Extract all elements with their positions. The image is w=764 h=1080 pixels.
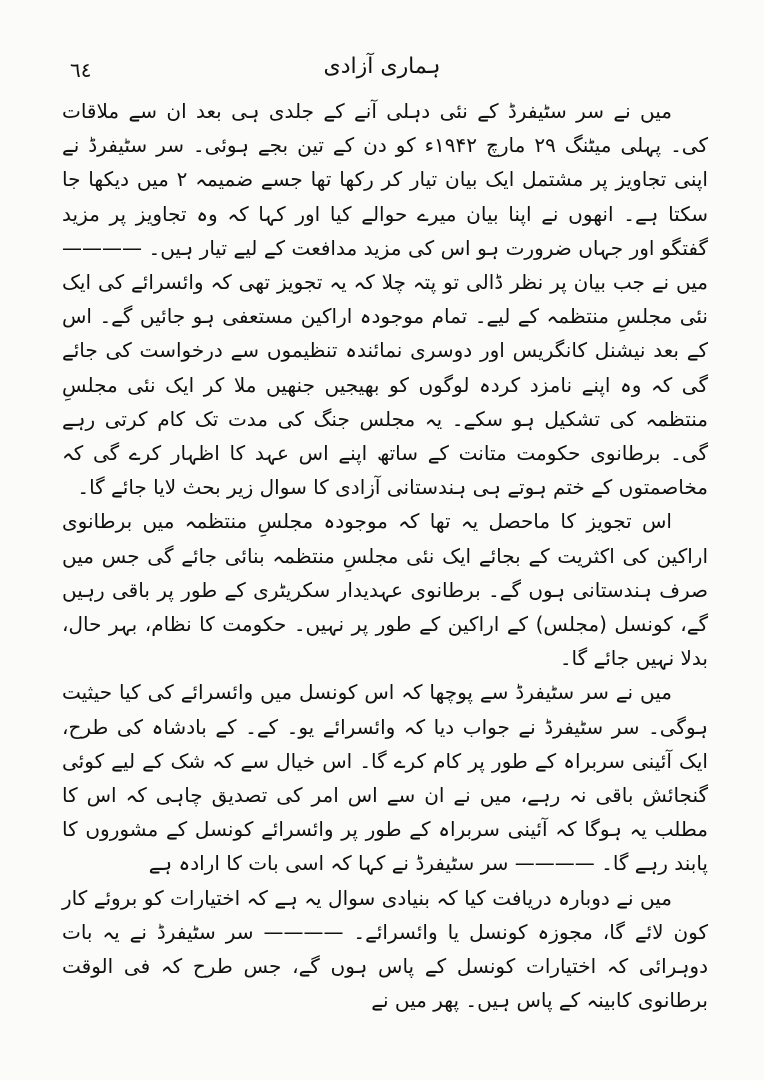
paragraph: میں نے سر سٹیفرڈ سے پوچھا کہ اس کونسل میں وائسرائے کی کیا حیثیت ہوگی۔ سر سٹیفرڈ نے جواب دیا کہ وائسرائے یو۔ کے۔ کے بادشاہ کی طرح، ایک آئینی سربراہ کے طور پر کام کرے گا۔ اس خیال سے کہ شک کے لیے کوئی گنجائش باقی نہ رہے، میں نے ان سے اس امر کی تصدیق چاہی کہ اس کا مطلب یہ ہوگا کہ آئینی سربراہ کے طور پر وائسرائے کونسل کے مشوروں کا پابند رہے گا۔ ———— سر سٹیفرڈ نے کہا کہ اسی بات کا ارادہ ہے	[62, 680, 708, 876]
paragraph: اس تجویز کا ماحصل یہ تھا کہ موجودہ مجلسِ منتظمہ میں برطانوی اراکین کی اکثریت کے بجائے ایک نئی مجلسِ منتظمہ بنائی جائے گی جس میں صرف ہندستانی ہوں گے۔ برطانوی عہدیدار سکریٹری کے طور پر باقی رہیں گے، کونسل (مجلس) کے اراکین کے طور پر نہیں۔ حکومت کا نظام، بہر حال، بدلا نہیں جائے گا۔	[62, 509, 708, 671]
running-title: ہماری آزادی	[323, 54, 441, 79]
paragraph: میں نے سر سٹیفرڈ کے نئی دہلی آنے کے جلدی ہی بعد ان سے ملاقات کی۔ پہلی میٹنگ ۲۹ مارچ ۱۹۴۲ء کو دن کے تین بجے ہوئی۔ سر سٹیفرڈ نے اپنی تجاویز پر مشتمل ایک بیان تیار کر رکھا تھا جسے ضمیمہ ۲ میں دیکھا جا سکتا ہے۔ انھوں نے اپنا بیان میرے حوالے کیا اور کہا کہ وہ تجاویز پر مزید گفتگو اور جہاں ضرورت ہو اس کی مزید مدافعت کے لیے تیار ہیں۔ ———— میں نے جب بیان پر نظر ڈالی تو پتہ چلا کہ یہ تجویز تھی کہ وائسرائے کی ایک نئی مجلسِ منتظمہ کے لیے۔ تمام موجودہ اراکین مستعفی ہو جائیں گے۔ اس کے بعد نیشنل کانگریس اور دوسری نمائندہ تنظیموں سے درخواست کی جائے گی کہ وہ اپنے نامزد کردہ لوگوں کو بھیجیں جنھیں ملا کر ایک نئی مجلسِ منتظمہ کی تشکیل ہو سکے۔ یہ مجلس جنگ کی مدت تک کام کرتی رہے گی۔ برطانوی حکومت متانت کے ساتھ اپنے اس عہد کا اظہار کرے گی کہ مخاصمتوں کے ختم ہوتے ہی ہندستانی آزادی کا سوال زیر بحث لایا جائے گا۔	[62, 99, 708, 500]
page-number: ٦٤	[70, 58, 92, 82]
page-header	[70, 54, 694, 94]
body-text	[62, 94, 708, 1017]
paragraph: میں نے دوبارہ دریافت کیا کہ بنیادی سوال یہ ہے کہ اختیارات کو بروئے کار کون لائے گا، مجوزہ کونسل یا وائسرائے۔ ———— سر سٹیفرڈ نے یہ بات دوہرائی کہ اختیارات کونسل کے پاس ہوں گے، جس طرح کہ فی الوقت برطانوی کابینہ کے پاس ہیں۔ پھر میں نے	[62, 885, 708, 1013]
